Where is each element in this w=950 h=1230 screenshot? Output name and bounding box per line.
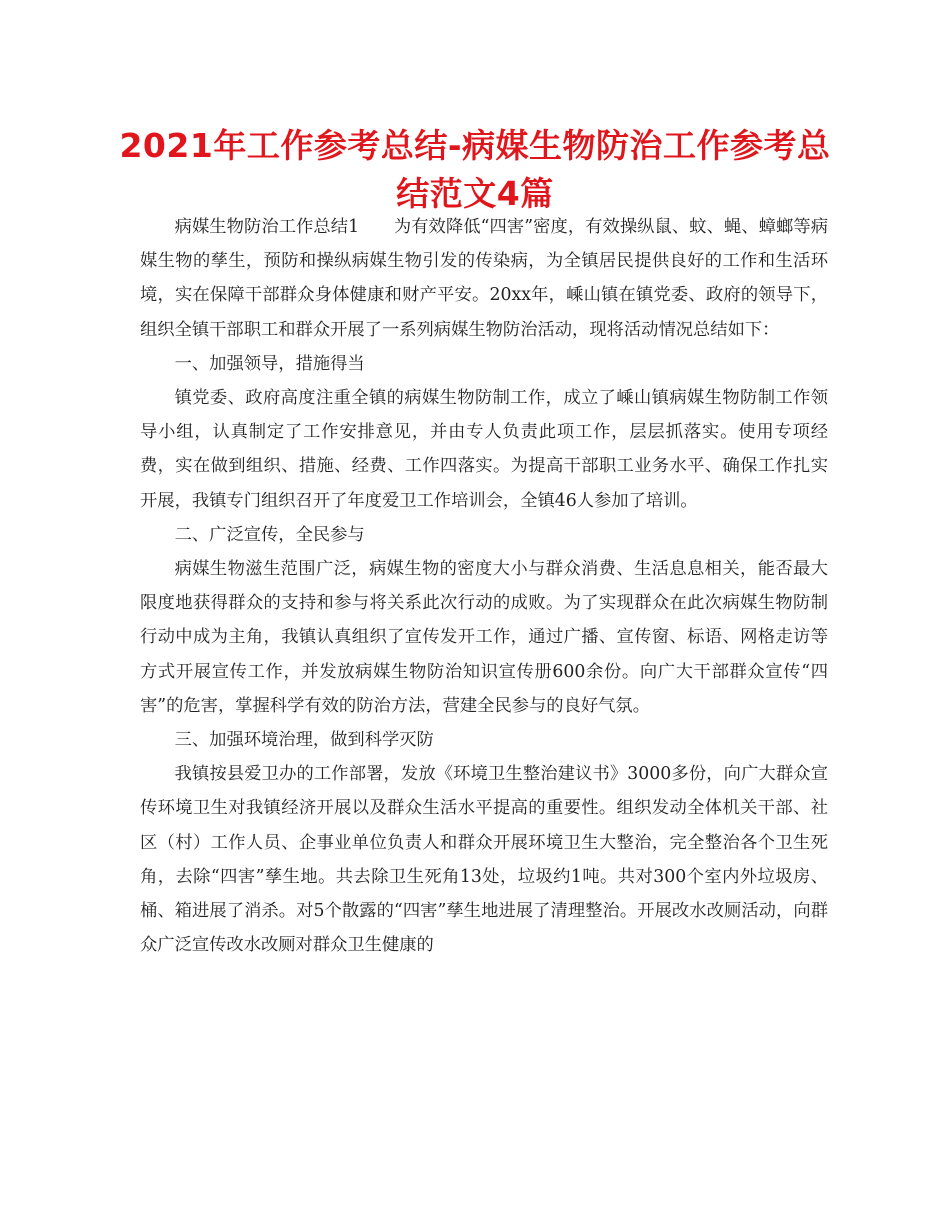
section-heading-3: 三、加强环境治理，做到科学灭防 — [174, 730, 434, 751]
section-paragraph-3: 我镇按县爱卫办的工作部署，发放《环境卫生整治建议书》3000多份，向广大群众宣传环境卫生对我镇经济开展以及群众生活水平提高的重要性。组织发动全体机关干部、社区（村）工作人员、企事业单位负责人和群众开展环境卫生大整治，完全整治各个卫生死角，去除“四害”孳生地。共去除卫生死角13处，垃圾约1吨。共对300个室内外垃圾房、桶、箱进展了消杀。对5个散露的“四害”孳生地进展了清理整治。开展改水改厕活动，向群众广泛宣传改水改厕对群众卫生健康的 — [140, 764, 828, 956]
document-title: 2021年工作参考总结-病媒生物防治工作参考总结范文4篇 — [119, 126, 831, 213]
section-paragraph-1: 镇党委、政府高度注重全镇的病媒生物防制工作，成立了嵊山镇病媒生物防制工作领导小组，认真制定了工作安排意见，并由专人负责此项工作，层层抓落实。使用专项经费，实在做到组织、措施、经费、工作四落实。为提高干部职工业务水平、确保工作扎实开展，我镇专门组织召开了年度爱卫工作培训会，全镇46人参加了培训。 — [140, 388, 828, 511]
intro-paragraph: 病媒生物防治工作总结1 为有效降低“四害”密度，有效操纵鼠、蚊、蝇、蟑螂等病媒生物的孳生，预防和操纵病媒生物引发的传染病，为全镇居民提供良好的工作和生活环境，实在保障干部群众身体健康和财产平安。20xx年，嵊山镇在镇党委、政府的领导下，组织全镇干部职工和群众开展了一系列病媒生物防治活动，现将活动情况总结如下： — [140, 217, 828, 340]
section-paragraph-2: 病媒生物滋生范围广泛，病媒生物的密度大小与群众消费、生活息息相关，能否最大限度地获得群众的支持和参与将关系此次行动的成败。为了实现群众在此次病媒生物防制行动中成为主角，我镇认真组织了宣传发开工作，通过广播、宣传窗、标语、网格走访等方式开展宣传工作，并发放病媒生物防治知识宣传册600余份。向广大干部群众宣传“四害”的危害，掌握科学有效的防治方法，营建全民参与的良好气氛。 — [140, 559, 828, 716]
section-heading-1: 一、加强领导，措施得当 — [174, 353, 365, 374]
document-body — [140, 210, 828, 962]
section-heading-2: 二、广泛宣传，全民参与 — [174, 524, 365, 545]
